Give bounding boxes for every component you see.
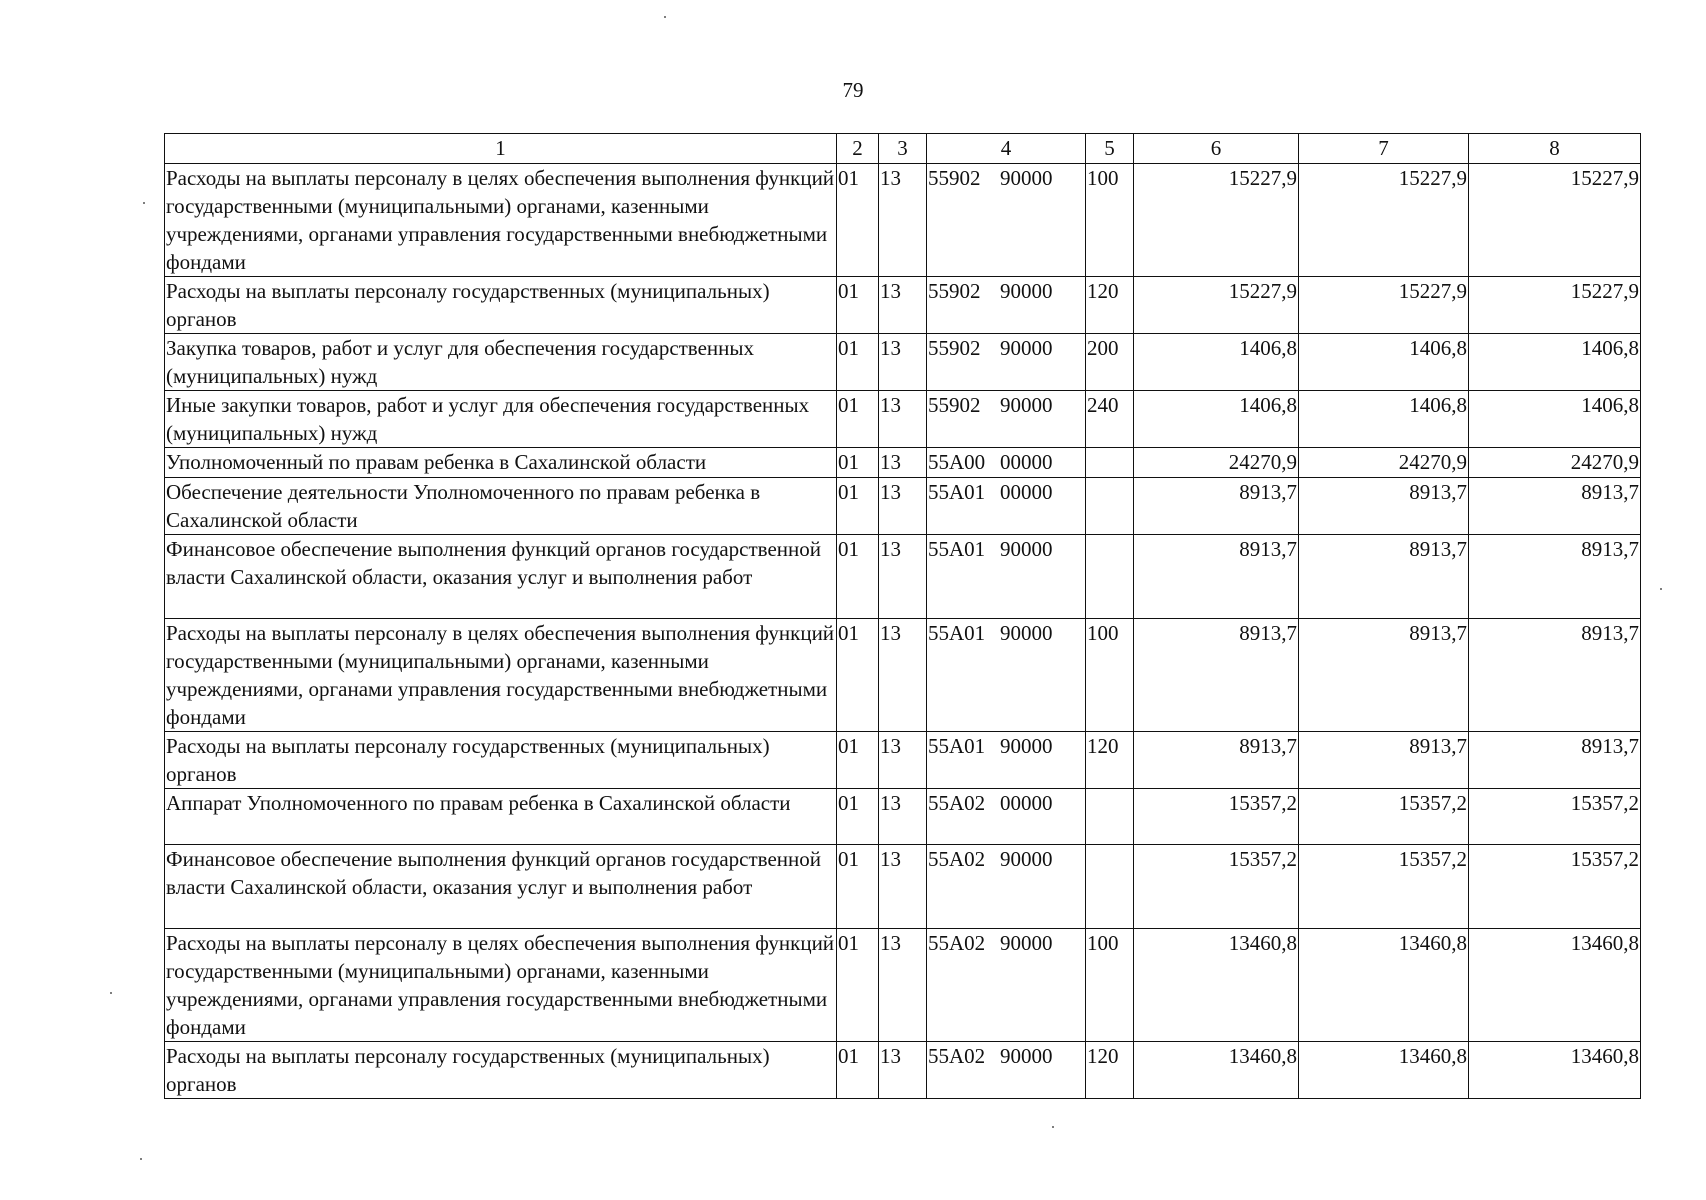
expense-type-code [1086, 478, 1134, 535]
row-name: Финансовое обеспечение выполнения функций органов государственной власти Сахалинской области, оказания услуг и выполнения работ [165, 535, 837, 619]
table-row [165, 732, 1641, 789]
target-article-code [927, 535, 1086, 619]
expense-type-code [1086, 535, 1134, 619]
amount-col8: 8913,7 [1469, 619, 1641, 732]
program-code: 55А02 [928, 791, 986, 815]
scan-speck [110, 992, 112, 994]
direction-code: 90000 [1000, 847, 1053, 871]
direction-code: 00000 [1000, 791, 1053, 815]
expense-type-code: 100 [1086, 164, 1134, 277]
target-article-code [927, 277, 1086, 334]
program-code: 55А02 [928, 847, 986, 871]
table-row [165, 448, 1641, 478]
column-header: 2 [837, 134, 879, 164]
expense-type-code: 240 [1086, 391, 1134, 448]
program-code: 55902 [928, 279, 981, 303]
table-row [165, 334, 1641, 391]
column-header: 4 [927, 134, 1086, 164]
expense-type-code: 200 [1086, 334, 1134, 391]
row-name: Расходы на выплаты персоналу в целях обеспечения выполнения функций государственными (муниципальными) органами, казенными учреждениями, органами управления государственными внебюджетными фондами [165, 929, 837, 1042]
section-code: 01 [837, 732, 879, 789]
direction-code: 00000 [1000, 480, 1053, 504]
row-name: Расходы на выплаты персоналу в целях обеспечения выполнения функций государственными (муниципальными) органами, казенными учреждениями, органами управления государственными внебюджетными фондами [165, 619, 837, 732]
amount-col7: 8913,7 [1299, 619, 1469, 732]
table-header [165, 134, 1641, 164]
scan-speck [664, 16, 666, 18]
direction-code: 90000 [1000, 279, 1053, 303]
target-article-code [927, 1042, 1086, 1099]
section-code: 01 [837, 929, 879, 1042]
program-code: 55А01 [928, 621, 986, 645]
amount-col6: 15357,2 [1134, 789, 1299, 845]
amount-col6: 15227,9 [1134, 164, 1299, 277]
target-article-code [927, 478, 1086, 535]
direction-code: 90000 [1000, 931, 1053, 955]
program-code: 55902 [928, 166, 981, 190]
table-row [165, 619, 1641, 732]
row-name: Аппарат Уполномоченного по правам ребенка в Сахалинской области [165, 789, 837, 845]
program-code: 55А00 [928, 450, 986, 474]
subsection-code: 13 [879, 619, 927, 732]
amount-col7: 24270,9 [1299, 448, 1469, 478]
amount-col6: 8913,7 [1134, 619, 1299, 732]
subsection-code: 13 [879, 478, 927, 535]
table-row [165, 789, 1641, 845]
row-name: Расходы на выплаты персоналу государственных (муниципальных) органов [165, 277, 837, 334]
amount-col8: 1406,8 [1469, 334, 1641, 391]
amount-col7: 15227,9 [1299, 164, 1469, 277]
subsection-code: 13 [879, 845, 927, 929]
amount-col8: 24270,9 [1469, 448, 1641, 478]
column-header: 8 [1469, 134, 1641, 164]
subsection-code: 13 [879, 929, 927, 1042]
program-code: 55А02 [928, 931, 986, 955]
amount-col8: 8913,7 [1469, 478, 1641, 535]
row-name: Расходы на выплаты персоналу в целях обеспечения выполнения функций государственными (муниципальными) органами, казенными учреждениями, органами управления государственными внебюджетными фондами [165, 164, 837, 277]
expense-type-code: 120 [1086, 277, 1134, 334]
header-row [165, 134, 1641, 164]
amount-col6: 15227,9 [1134, 277, 1299, 334]
subsection-code: 13 [879, 277, 927, 334]
subsection-code: 13 [879, 789, 927, 845]
program-code: 55902 [928, 336, 981, 360]
table-row [165, 535, 1641, 619]
page-number: 79 [842, 78, 864, 102]
amount-col8: 13460,8 [1469, 1042, 1641, 1099]
row-name: Уполномоченный по правам ребенка в Сахалинской области [165, 448, 837, 478]
amount-col7: 1406,8 [1299, 334, 1469, 391]
table-row [165, 1042, 1641, 1099]
scan-speck [140, 1158, 142, 1160]
target-article-code [927, 929, 1086, 1042]
target-article-code [927, 391, 1086, 448]
direction-code: 90000 [1000, 393, 1053, 417]
column-header: 1 [165, 134, 837, 164]
row-name: Обеспечение деятельности Уполномоченного по правам ребенка в Сахалинской области [165, 478, 837, 535]
expense-type-code [1086, 789, 1134, 845]
amount-col8: 15227,9 [1469, 277, 1641, 334]
amount-col6: 13460,8 [1134, 929, 1299, 1042]
column-header: 5 [1086, 134, 1134, 164]
row-name: Расходы на выплаты персоналу государственных (муниципальных) органов [165, 1042, 837, 1099]
target-article-code [927, 789, 1086, 845]
section-code: 01 [837, 277, 879, 334]
amount-col6: 8913,7 [1134, 478, 1299, 535]
expense-type-code: 100 [1086, 619, 1134, 732]
row-name: Финансовое обеспечение выполнения функций органов государственной власти Сахалинской области, оказания услуг и выполнения работ [165, 845, 837, 929]
amount-col6: 15357,2 [1134, 845, 1299, 929]
table-body [165, 164, 1641, 1099]
program-code: 55А01 [928, 480, 986, 504]
direction-code: 90000 [1000, 1044, 1053, 1068]
amount-col7: 8913,7 [1299, 732, 1469, 789]
amount-col6: 1406,8 [1134, 391, 1299, 448]
subsection-code: 13 [879, 391, 927, 448]
table-row [165, 478, 1641, 535]
target-article-code [927, 619, 1086, 732]
target-article-code [927, 845, 1086, 929]
row-name: Иные закупки товаров, работ и услуг для обеспечения государственных (муниципальных) нужд [165, 391, 837, 448]
amount-col8: 1406,8 [1469, 391, 1641, 448]
table-row [165, 277, 1641, 334]
section-code: 01 [837, 535, 879, 619]
direction-code: 00000 [1000, 450, 1053, 474]
expense-type-code [1086, 448, 1134, 478]
amount-col7: 13460,8 [1299, 929, 1469, 1042]
program-code: 55А01 [928, 537, 986, 561]
subsection-code: 13 [879, 1042, 927, 1099]
amount-col7: 15357,2 [1299, 789, 1469, 845]
target-article-code [927, 448, 1086, 478]
table-row [165, 164, 1641, 277]
target-article-code [927, 732, 1086, 789]
amount-col6: 24270,9 [1134, 448, 1299, 478]
amount-col7: 15227,9 [1299, 277, 1469, 334]
section-code: 01 [837, 1042, 879, 1099]
subsection-code: 13 [879, 535, 927, 619]
amount-col6: 1406,8 [1134, 334, 1299, 391]
row-name: Расходы на выплаты персоналу государственных (муниципальных) органов [165, 732, 837, 789]
column-header: 6 [1134, 134, 1299, 164]
amount-col8: 15227,9 [1469, 164, 1641, 277]
amount-col8: 15357,2 [1469, 845, 1641, 929]
row-name: Закупка товаров, работ и услуг для обеспечения государственных (муниципальных) нужд [165, 334, 837, 391]
amount-col8: 15357,2 [1469, 789, 1641, 845]
subsection-code: 13 [879, 732, 927, 789]
table-row [165, 845, 1641, 929]
section-code: 01 [837, 164, 879, 277]
section-code: 01 [837, 448, 879, 478]
amount-col8: 8913,7 [1469, 732, 1641, 789]
section-code: 01 [837, 789, 879, 845]
scan-speck [1660, 588, 1662, 590]
section-code: 01 [837, 391, 879, 448]
program-code: 55А02 [928, 1044, 986, 1068]
program-code: 55902 [928, 393, 981, 417]
amount-col6: 8913,7 [1134, 732, 1299, 789]
subsection-code: 13 [879, 164, 927, 277]
amount-col6: 8913,7 [1134, 535, 1299, 619]
subsection-code: 13 [879, 334, 927, 391]
amount-col6: 13460,8 [1134, 1042, 1299, 1099]
table-row [165, 391, 1641, 448]
amount-col7: 1406,8 [1299, 391, 1469, 448]
table-row [165, 929, 1641, 1042]
target-article-code [927, 334, 1086, 391]
amount-col7: 13460,8 [1299, 1042, 1469, 1099]
scan-speck [143, 202, 145, 204]
section-code: 01 [837, 478, 879, 535]
budget-table [164, 133, 1641, 1099]
expense-type-code: 120 [1086, 732, 1134, 789]
section-code: 01 [837, 845, 879, 929]
amount-col8: 13460,8 [1469, 929, 1641, 1042]
direction-code: 90000 [1000, 537, 1053, 561]
amount-col7: 8913,7 [1299, 535, 1469, 619]
program-code: 55А01 [928, 734, 986, 758]
direction-code: 90000 [1000, 336, 1053, 360]
target-article-code [927, 164, 1086, 277]
expense-type-code: 100 [1086, 929, 1134, 1042]
expense-type-code: 120 [1086, 1042, 1134, 1099]
amount-col7: 8913,7 [1299, 478, 1469, 535]
column-header: 7 [1299, 134, 1469, 164]
column-header: 3 [879, 134, 927, 164]
expense-type-code [1086, 845, 1134, 929]
direction-code: 90000 [1000, 621, 1053, 645]
amount-col7: 15357,2 [1299, 845, 1469, 929]
subsection-code: 13 [879, 448, 927, 478]
scan-speck [1052, 1126, 1054, 1128]
section-code: 01 [837, 619, 879, 732]
amount-col8: 8913,7 [1469, 535, 1641, 619]
direction-code: 90000 [1000, 734, 1053, 758]
direction-code: 90000 [1000, 166, 1053, 190]
section-code: 01 [837, 334, 879, 391]
